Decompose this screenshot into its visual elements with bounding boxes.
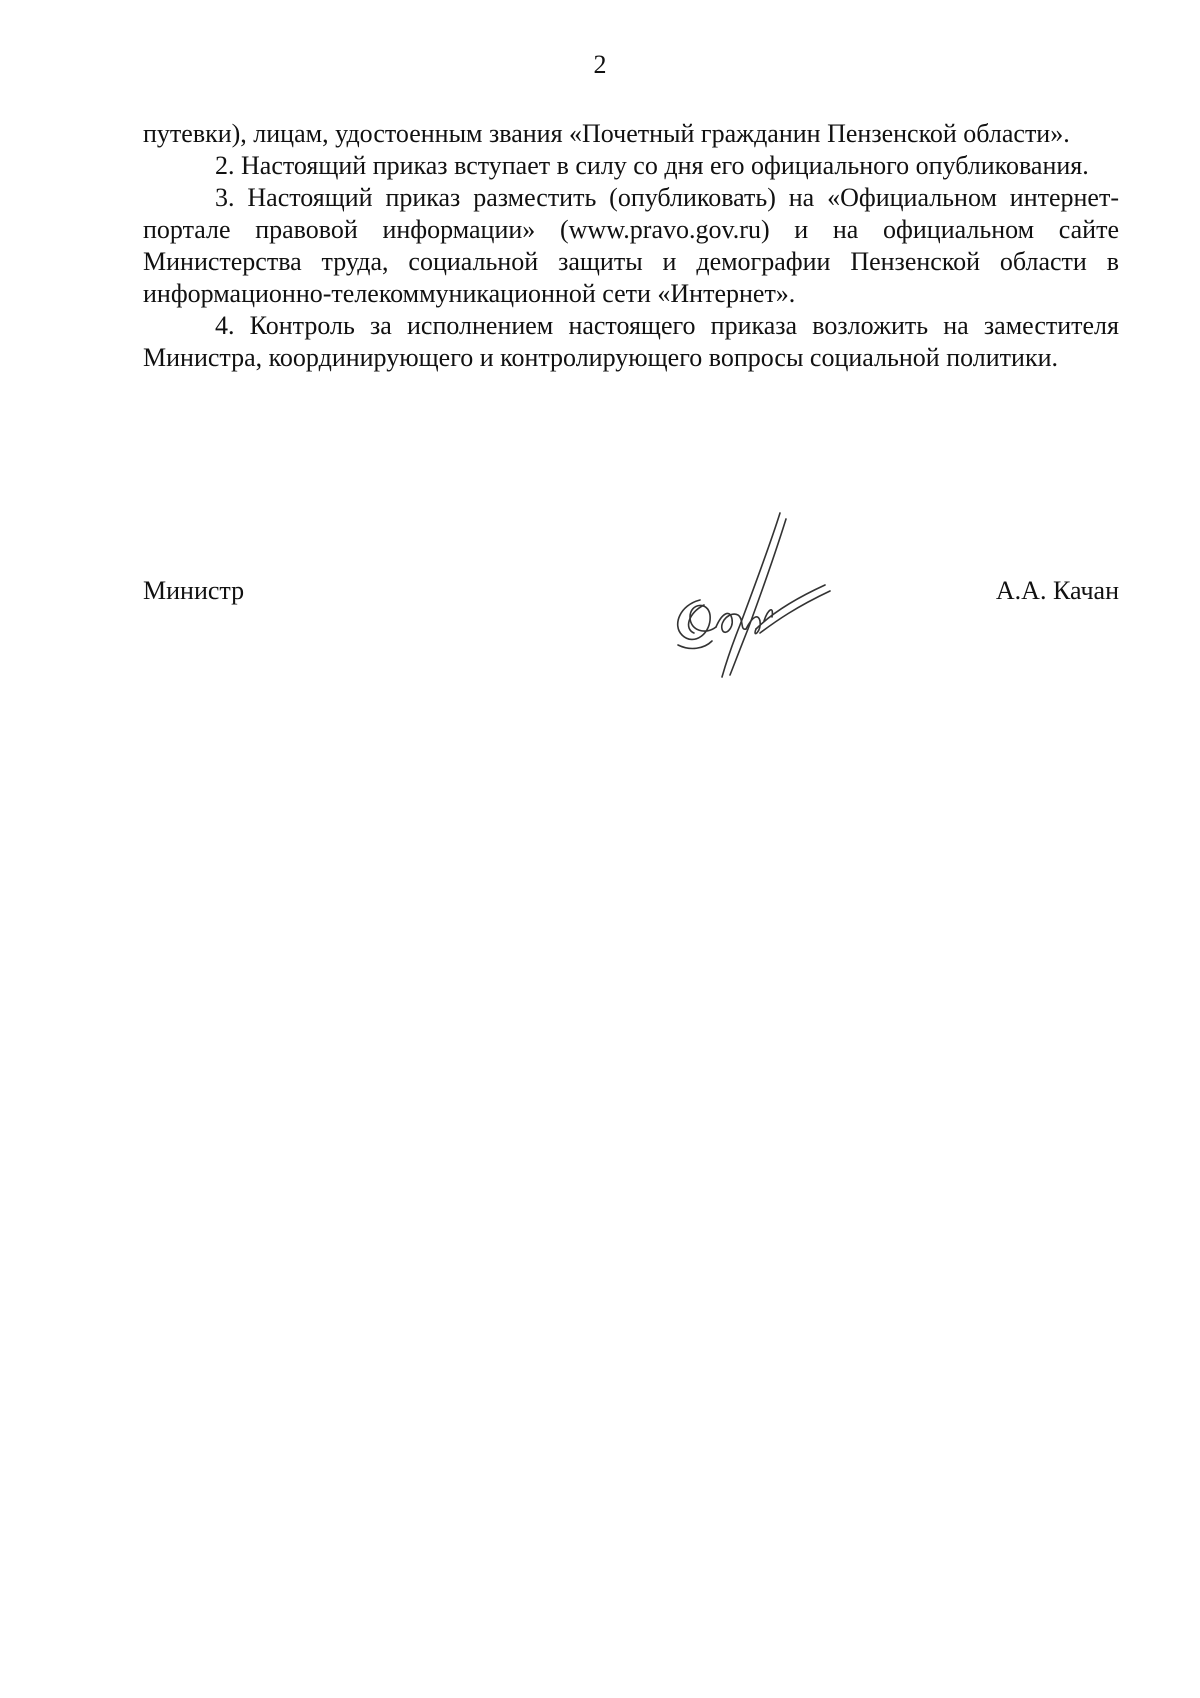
document-body [143,118,1119,374]
paragraph-item-4: 4. Контроль за исполнением настоящего приказа возложить на заместителя Министра, координирующего и контролирующего вопросы социальной политики. [143,311,1119,372]
handwritten-signature [660,505,840,685]
page-number: 2 [593,50,607,79]
paragraph-item-2: 2. Настоящий приказ вступает в силу со дня его официального опубликования. [215,151,1089,180]
paragraph-item-3: 3. Настоящий приказ разместить (опубликовать) на «Официальном интернет-портале правовой информации» (www.pravo.gov.ru) и на официальном сайте Министерства труда, социальной защиты и демографии Пензенской области в информационно-телекоммуникационной сети «Интернет». [143,183,1119,308]
signer-name: А.А. Качан [995,576,1119,605]
signature-block [143,575,1119,615]
signer-position: Министр [143,576,245,605]
paragraph-continuation: путевки), лицам, удостоенным звания «Почетный гражданин Пензенской области». [143,119,1070,148]
